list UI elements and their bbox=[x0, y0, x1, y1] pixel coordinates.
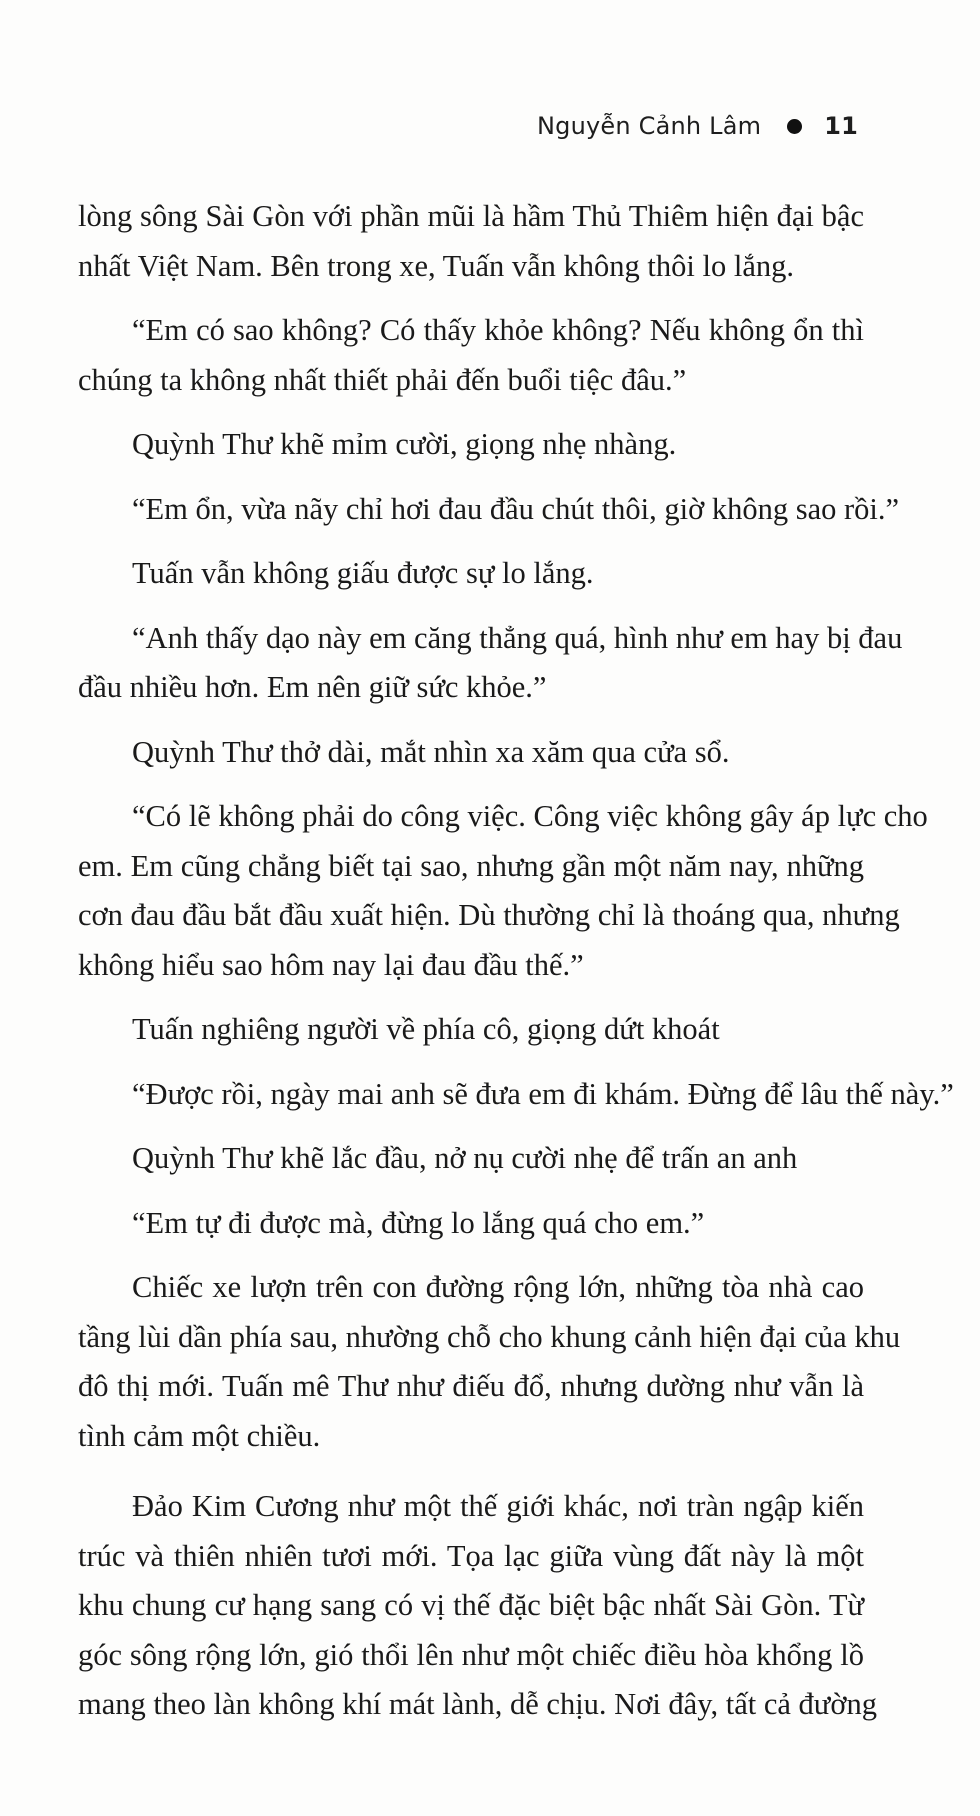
text-line: “Em ổn, vừa nãy chỉ hơi đau đầu chút thôi, giờ không sao rồi.” bbox=[132, 491, 900, 526]
text-line: nhất Việt Nam. Bên trong xe, Tuấn vẫn không thôi lo lắng. bbox=[78, 248, 794, 283]
text-line: Tuấn vẫn không giấu được sự lo lắng. bbox=[132, 556, 594, 590]
running-header bbox=[537, 112, 858, 140]
text-line: góc sông rộng lớn, gió thổi lên như một chiếc điều hòa khổng lồ bbox=[78, 1637, 864, 1672]
text-line: Quỳnh Thư khẽ mỉm cười, giọng nhẹ nhàng. bbox=[132, 427, 677, 461]
text-line: lòng sông Sài Gòn với phần mũi là hầm Thủ Thiêm hiện đại bậc bbox=[78, 199, 864, 233]
text-line: không hiểu sao hôm nay lại đau đầu thế.” bbox=[78, 947, 584, 982]
text-line: tầng lùi dần phía sau, nhường chỗ cho khung cảnh hiện đại của khu bbox=[78, 1319, 901, 1354]
text-line: Quỳnh Thư khẽ lắc đầu, nở nụ cười nhẹ để trấn an anh bbox=[132, 1141, 798, 1175]
text-line: “Anh thấy dạo này em căng thẳng quá, hình như em hay bị đau bbox=[132, 620, 903, 655]
text-line: “Có lẽ không phải do công việc. Công việc không gây áp lực cho bbox=[132, 799, 928, 833]
page-number: 11 bbox=[824, 112, 858, 140]
text-line: “Được rồi, ngày mai anh sẽ đưa em đi khám. Đừng để lâu thế này.” bbox=[132, 1076, 954, 1111]
text-line: tình cảm một chiều. bbox=[78, 1418, 321, 1453]
text-line: Chiếc xe lượn trên con đường rộng lớn, những tòa nhà cao bbox=[132, 1270, 864, 1304]
text-line: Đảo Kim Cương như một thế giới khác, nơi tràn ngập kiến bbox=[132, 1489, 864, 1523]
body-text bbox=[78, 192, 954, 1730]
text-line: Quỳnh Thư thở dài, mắt nhìn xa xăm qua cửa sổ. bbox=[132, 734, 730, 769]
text-line: chúng ta không nhất thiết phải đến buổi tiệc đâu.” bbox=[78, 362, 687, 397]
text-line: đầu nhiều hơn. Em nên giữ sức khỏe.” bbox=[78, 670, 547, 704]
text-line: “Em tự đi được mà, đừng lo lắng quá cho em.” bbox=[132, 1205, 705, 1240]
text-line: cơn đau đầu bắt đầu xuất hiện. Dù thường chỉ là thoáng qua, nhưng bbox=[78, 898, 900, 932]
text-line: mang theo làn không khí mát lành, dễ chịu. Nơi đây, tất cả đường bbox=[78, 1687, 877, 1721]
bullet-dot-icon bbox=[787, 119, 802, 134]
author-name: Nguyễn Cảnh Lâm bbox=[537, 112, 762, 140]
text-line: khu chung cư hạng sang có vị thế đặc biệt bậc nhất Sài Gòn. Từ bbox=[78, 1588, 864, 1622]
text-line: đô thị mới. Tuấn mê Thư như điếu đổ, nhưng dường như vẫn là bbox=[78, 1369, 864, 1403]
text-line: trúc và thiên nhiên tươi mới. Tọa lạc giữa vùng đất này là một bbox=[78, 1538, 864, 1573]
text-line: “Em có sao không? Có thấy khỏe không? Nếu không ổn thì bbox=[132, 313, 864, 347]
text-line: em. Em cũng chẳng biết tại sao, nhưng gần một năm nay, những bbox=[78, 848, 864, 883]
text-line: Tuấn nghiêng người về phía cô, giọng dứt khoát bbox=[132, 1012, 720, 1046]
